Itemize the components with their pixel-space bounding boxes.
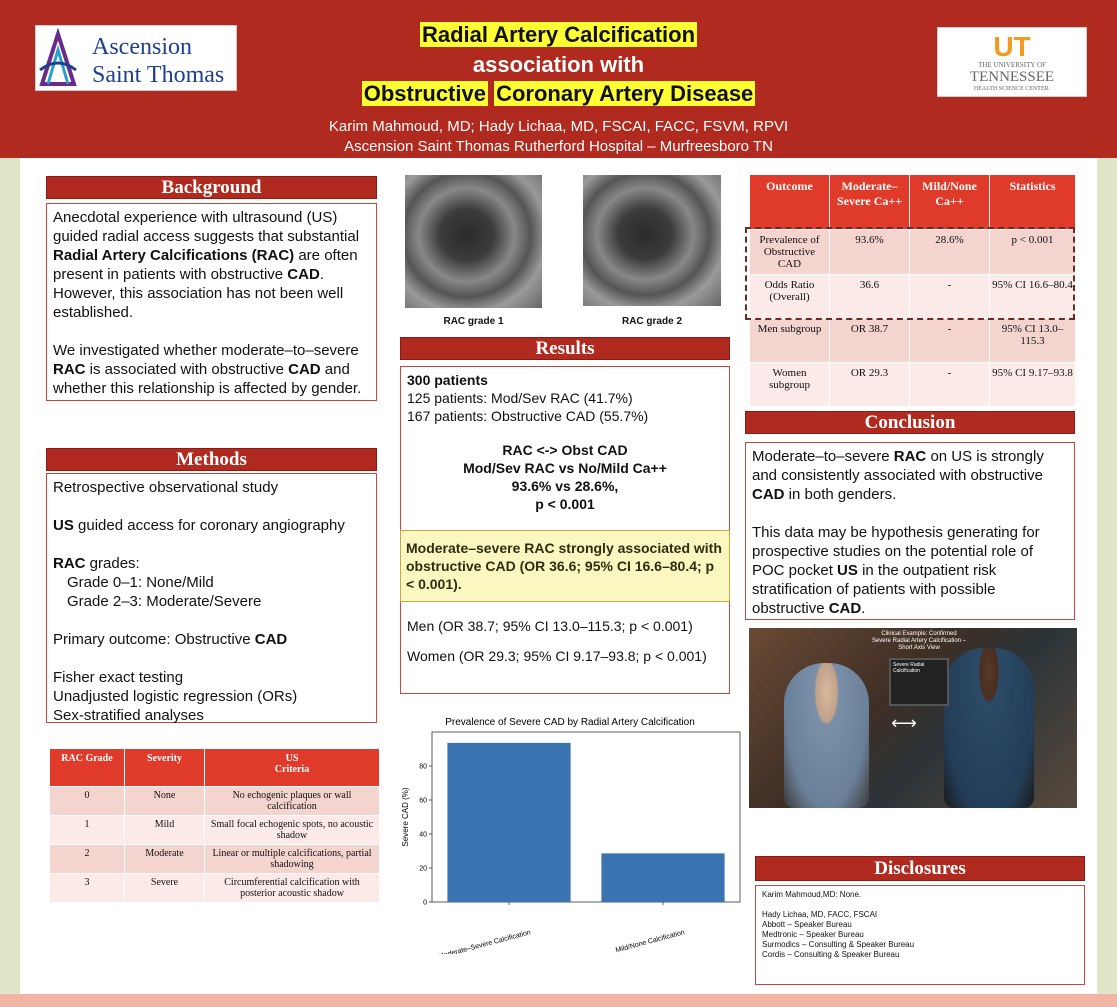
disclosure-line: Cordis – Consulting & Speaker Bureau	[762, 950, 900, 959]
table-row	[50, 787, 380, 816]
clinical-example-photo	[749, 628, 1077, 808]
conclusion-paragraph-1	[752, 447, 1068, 504]
disclosure-line: Karim Mahmoud,MD: None.	[762, 890, 862, 899]
table-row	[50, 845, 380, 874]
outcome-table	[749, 174, 1076, 407]
bar	[447, 743, 570, 902]
monitor-caption: Clinical Example: Confirmed Severe Radial Artery Calcification – Short Axis View	[871, 631, 967, 651]
methods-text: Primary outcome: Obstructive	[53, 631, 251, 648]
statistics-cell: p < 0.001	[990, 230, 1076, 275]
methods-heading: Methods	[46, 448, 377, 471]
physician-figure	[944, 648, 1034, 808]
mildnone-cell: -	[910, 363, 990, 407]
modsev-cell: 36.6	[830, 275, 910, 319]
criteria-cell: Small focal echogenic spots, no acoustic shadow	[205, 816, 380, 845]
logo-text-line2: Saint Thomas	[92, 62, 225, 88]
bg-bold-cad: CAD	[288, 361, 321, 378]
methods-grades	[53, 554, 370, 611]
concl-bold-cad: CAD	[752, 486, 785, 503]
table-row	[750, 230, 1076, 275]
disclosures-box	[755, 885, 1085, 985]
results-heading: Results	[400, 337, 730, 360]
outcome-cell: Women subgroup	[750, 363, 830, 407]
methods-line-2	[53, 516, 370, 535]
logo-text-line1: Ascension	[92, 34, 192, 60]
methods-grade-low: Grade 0–1: None/Mild	[67, 574, 214, 591]
table-row	[750, 363, 1076, 407]
chart-plot-area	[401, 732, 740, 954]
results-line-1: 125 patients: Mod/Sev RAC (41.7%)	[407, 390, 633, 406]
ultrasound-image-grade-2	[583, 175, 721, 306]
ut-logo-mark	[938, 28, 1086, 96]
methods-text: Sex-stratified analyses	[53, 707, 204, 724]
statistics-cell: 95% CI 9.17–93.8	[990, 363, 1076, 407]
concl-text: in the outpatient risk stratification of patients with possible obstructive	[752, 562, 997, 617]
bg-bold-rac: Radial Artery Calcifications (RAC)	[53, 247, 295, 264]
outcome-header-mildnone: Mild/None Ca++	[910, 175, 990, 230]
footer-strip	[0, 994, 1117, 1007]
concl-text: Moderate–to–severe	[752, 448, 890, 465]
table-row	[750, 275, 1076, 319]
image-caption-2: RAC grade 2	[621, 316, 682, 327]
x-tick-label: Mild/None Calcification	[614, 929, 686, 954]
results-women: Women (OR 29.3; 95% CI 9.17–93.8; p < 0.001)	[407, 648, 707, 664]
affiliation: Ascension Saint Thomas Rutherford Hospital – Murfreesboro TN	[344, 138, 773, 155]
y-tick-label: 60	[419, 797, 427, 805]
bar	[601, 853, 724, 902]
y-tick-label: 40	[419, 831, 427, 839]
table-row	[50, 816, 380, 845]
concl-text: .	[861, 600, 866, 617]
grade-header-severity: Severity	[125, 749, 205, 787]
bg-text: is associated with obstructive	[89, 361, 284, 378]
criteria-cell: Circumferential calcification with posterior acoustic shadow	[205, 874, 380, 903]
ut-logo	[937, 27, 1087, 97]
modsev-cell: OR 38.7	[830, 319, 910, 363]
grade-cell: 3	[50, 874, 125, 903]
title-highlight-3b: Coronary Artery Disease	[496, 81, 754, 106]
outcome-cell: Odds Ratio (Overall)	[750, 275, 830, 319]
patient-figure	[784, 663, 869, 808]
bg-text: and whether this relationship is affected by gender.	[53, 361, 362, 397]
methods-bold-rac: RAC	[53, 555, 86, 572]
outcome-cell: Prevalence of Obstructive CAD	[750, 230, 830, 275]
methods-outcome	[53, 630, 370, 649]
concl-text: This data may be hypothesis generating for prospective studies on the potential role of POC pocket	[752, 524, 1040, 579]
ut-text-line3: HEALTH SCIENCE CENTER.	[973, 86, 1051, 92]
outcome-table-header	[750, 175, 1076, 230]
statistics-cell: 95% CI 16.6–80.4	[990, 275, 1076, 319]
grade-cell: 0	[50, 787, 125, 816]
x-tick-label: Moderate–Severe Calcification	[437, 929, 532, 954]
concl-bold-cad: CAD	[828, 600, 862, 617]
conclusion-heading: Conclusion	[745, 411, 1075, 434]
authors: Karim Mahmoud, MD; Hady Lichaa, MD, FSCAI, FACC, FSVM, RPVI	[328, 118, 789, 135]
grade-cell: 2	[50, 845, 125, 874]
ultrasound-image-grade-1	[405, 175, 542, 308]
severity-cell: Moderate	[125, 845, 205, 874]
mildnone-cell: -	[910, 319, 990, 363]
methods-text: guided access for coronary angiography	[78, 517, 345, 534]
ut-text-line2: TENNESSEE	[969, 69, 1055, 85]
statistics-cell: 95% CI 13.0–115.3	[990, 319, 1076, 363]
y-tick-label: 80	[419, 763, 427, 771]
chart-svg	[398, 714, 746, 954]
criteria-cell: No echogenic plaques or wall calcification	[205, 787, 380, 816]
results-center-4: p < 0.001	[535, 496, 595, 512]
results-line-2: 167 patients: Obstructive CAD (55.7%)	[407, 408, 649, 424]
methods-text: grades:	[89, 555, 140, 572]
bg-bold-cad: CAD	[287, 266, 320, 283]
chart-title: Prevalence of Severe CAD by Radial Artery Calcification	[445, 717, 695, 728]
grade-header-criteria	[205, 749, 380, 787]
disclosures-heading: Disclosures	[755, 856, 1085, 881]
bg-text: We investigated whether moderate–to–severe	[53, 342, 359, 359]
table-row	[750, 319, 1076, 363]
image-caption-1: RAC grade 1	[443, 316, 504, 327]
y-tick-label: 0	[423, 899, 427, 907]
title-line-2: association with	[472, 52, 645, 77]
criteria-cell: Linear or multiple calcifications, partial shadowing	[205, 845, 380, 874]
ut-text-line1: THE UNIVERSITY OF	[978, 61, 1046, 69]
grade-table-header	[50, 749, 380, 787]
severity-cell: Mild	[125, 816, 205, 845]
conclusion-box	[745, 442, 1075, 620]
grade-header-criteria-label: Criteria	[274, 764, 310, 775]
grade-header-us: US	[285, 753, 299, 764]
monitor-inner-label: Severe Radial Calcification	[893, 662, 925, 674]
background-box	[46, 203, 377, 401]
modsev-cell: OR 29.3	[830, 363, 910, 407]
modsev-cell: 93.6%	[830, 230, 910, 275]
concl-bold-us: US	[837, 562, 858, 579]
ultrasound-monitor	[889, 658, 949, 706]
disclosure-line: Surmodics – Consulting & Speaker Bureau	[762, 940, 915, 949]
disclosure-line: Medtronic – Speaker Bureau	[762, 930, 864, 939]
title-highlight-3a: Obstructive	[363, 81, 486, 106]
conclusion-paragraph-2	[752, 523, 1068, 618]
outcome-header-statistics: Statistics	[990, 175, 1076, 230]
poster-header	[0, 0, 1117, 158]
concl-text: in both genders.	[788, 486, 897, 503]
methods-stats	[53, 668, 370, 725]
methods-box	[46, 473, 377, 723]
bg-bold-rac: RAC	[53, 361, 86, 378]
severity-cell: Severe	[125, 874, 205, 903]
double-arrow-icon: ⟷	[891, 713, 917, 733]
methods-bold-cad: CAD	[254, 631, 288, 648]
results-center-3: 93.6% vs 28.6%,	[511, 478, 619, 494]
concl-text: on US is strongly and consistently associated with obstructive	[752, 448, 1044, 484]
results-highlight-box: Moderate–severe RAC strongly associated with obstructive CAD (OR 36.6; 95% CI 16.6–80.4; p < 0.001).	[400, 530, 730, 602]
methods-bold-us: US	[53, 517, 74, 534]
results-center-2: Mod/Sev RAC vs No/Mild Ca++	[463, 460, 667, 476]
results-patients: 300 patients	[407, 372, 488, 388]
mildnone-cell: -	[910, 275, 990, 319]
y-axis-label: Severe CAD (%)	[401, 787, 410, 847]
grade-cell: 1	[50, 816, 125, 845]
methods-text: Fisher exact testing	[53, 669, 184, 686]
severity-cell: None	[125, 787, 205, 816]
disclosure-line: Hady Lichaa, MD, FACC, FSCAI	[762, 910, 878, 919]
disclosure-line: Abbott – Speaker Bureau	[762, 920, 852, 929]
bg-text: are often present in patients with obstructive	[53, 247, 358, 283]
background-paragraph-1	[53, 208, 370, 322]
mildnone-cell: 28.6%	[910, 230, 990, 275]
y-tick-label: 20	[419, 865, 427, 873]
prevalence-chart	[398, 714, 746, 954]
table-row	[50, 874, 380, 903]
methods-grade-high: Grade 2–3: Moderate/Severe	[67, 593, 262, 610]
methods-line-1: Retrospective observational study	[53, 479, 279, 496]
bg-text: . However, this association has not been well established.	[53, 266, 344, 321]
methods-text: Unadjusted logistic regression (ORs)	[53, 688, 298, 705]
background-paragraph-2	[53, 341, 370, 398]
ut-mark: UT	[993, 31, 1031, 62]
concl-bold-rac: RAC	[893, 448, 927, 465]
background-heading: Background	[46, 176, 377, 199]
results-center-1: RAC <-> Obst CAD	[502, 442, 628, 458]
title-highlight-1: Radial Artery Calcification	[421, 22, 696, 47]
grade-header-grade: RAC Grade	[50, 749, 125, 787]
bg-text: Anecdotal experience with ultrasound (US) guided radial access suggests that substantial	[53, 209, 360, 245]
rac-grade-table	[49, 748, 380, 903]
outcome-header-outcome: Outcome	[750, 175, 830, 230]
outcome-header-modsev: Moderate–Severe Ca++	[830, 175, 910, 230]
results-men: Men (OR 38.7; 95% CI 13.0–115.3; p < 0.001)	[407, 618, 693, 634]
outcome-cell: Men subgroup	[750, 319, 830, 363]
